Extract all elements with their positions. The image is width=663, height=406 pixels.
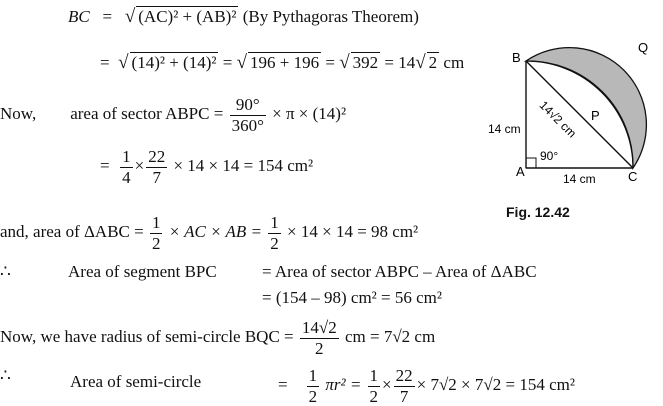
sector-tail: × π × (14)²: [272, 103, 347, 123]
line-bc: BC = √ (AC)² + (AB)² (By Pythagoras Theorem): [68, 6, 419, 27]
pythagoras-note: (By Pythagoras Theorem): [242, 7, 419, 26]
label-a: A: [516, 164, 525, 179]
frac-num: 1: [151, 213, 161, 232]
line-triangle: [0, 213, 418, 253]
semi-rhs: = $\frac{1}{2}$ πr² = $\frac{1}{2}$ × $\frac{22}{7}$ × 7√2 × 7√2 = 154 cm²: [278, 366, 575, 406]
frac-den: 2: [308, 386, 318, 406]
frac-num: 1: [270, 213, 279, 232]
bc-unit: cm: [443, 53, 465, 72]
triangle-label: and, area of ΔABC =: [0, 221, 144, 241]
frac-den: 7: [152, 167, 161, 187]
bc-radicand: (AC)² + (AB)²: [138, 7, 237, 26]
frac-den: 4: [122, 167, 131, 187]
line-semicircle: [0, 366, 11, 386]
frac-den: 2: [270, 233, 279, 253]
radicand-3: 392: [352, 53, 379, 72]
therefore-symbol: ∴: [0, 262, 11, 281]
right-angle-mark: [526, 158, 536, 168]
radius-tail: cm = 7√2 cm: [344, 326, 436, 346]
fraction-half: [150, 213, 163, 253]
frac-den: 2: [315, 338, 324, 358]
sector-label: area of sector ABPC =: [70, 103, 224, 123]
frac-num: 22: [148, 147, 166, 166]
fraction-90-360: [230, 95, 266, 135]
label-hypotenuse: 14√2 cm: [536, 98, 580, 141]
segment-label-wrap: [68, 262, 217, 282]
segment-label: Area of segment BPC: [68, 262, 217, 281]
line-sector: [0, 95, 346, 135]
frac-den: 360°: [231, 115, 264, 135]
radicand-1: (14)² + (14)²: [131, 53, 217, 72]
sector-result: × 14 × 14 = 154 cm²: [173, 155, 314, 175]
therefore-symbol: ∴: [0, 366, 11, 385]
segment-rhs-wrap: [262, 262, 537, 282]
triangle-result: × 14 × 14 = 98 cm²: [287, 221, 419, 241]
fraction-radius: [300, 318, 339, 358]
line-bc-value: = √ (14)² + (14)² = √ 196 + 196 = √ 392 = 14√ 2 cm: [100, 52, 465, 73]
label-angle: 90°: [540, 149, 559, 163]
frac-num: 22: [395, 366, 413, 385]
triangle-mid: × AC × AB =: [168, 221, 263, 241]
equals: =: [102, 7, 113, 26]
radicand-2: 196 + 196: [250, 53, 320, 72]
segment-result-wrap: [262, 288, 442, 308]
segment-result: = (154 – 98) cm² = 56 cm²: [262, 288, 442, 307]
semi-label-wrap: [70, 372, 201, 392]
bc-symbol: BC: [68, 7, 90, 26]
frac-num: 1: [369, 366, 379, 385]
line-sector-value: = $\frac{1}{4}$ × $\frac{22}{7}$ × 14 × 14 = 154 cm²: [100, 147, 314, 187]
frac-num: 1: [122, 147, 131, 166]
fraction-pi-2: [394, 366, 415, 406]
label-c: C: [628, 169, 638, 184]
label-side-ac: 14 cm: [563, 172, 596, 186]
frac-num: 1: [308, 366, 318, 385]
frac-den: 7: [399, 386, 409, 406]
line-radius: [0, 318, 435, 358]
figure-caption: Fig. 12.42: [506, 204, 570, 220]
label-side-ab: 14 cm: [488, 122, 521, 136]
segment-rhs: = Area of sector ABPC – Area of ΔABC: [262, 262, 537, 281]
bc-root: 2: [428, 53, 438, 72]
fraction-pi: [146, 147, 167, 187]
label-p: P: [591, 108, 600, 123]
frac-den: 2: [151, 233, 161, 253]
line-segment: [0, 262, 11, 282]
semi-mid: πr² =: [325, 374, 362, 394]
semi-label: Area of semi-circle: [70, 372, 202, 391]
radius-label: Now, we have radius of semi-circle BQC =: [0, 326, 294, 346]
equals: =: [278, 374, 288, 394]
frac-num: 90°: [230, 95, 266, 116]
frac-num: 14√2: [301, 318, 337, 337]
bc-coefficient: = 14: [384, 53, 416, 72]
label-q: Q: [638, 40, 649, 55]
frac-den: 2: [369, 386, 379, 406]
fraction-quarter: [120, 147, 133, 187]
now-label: Now,: [0, 103, 37, 123]
fraction-half-3: [307, 366, 320, 406]
fraction-half-2: [268, 213, 281, 253]
fraction-half-4: [368, 366, 381, 406]
semi-tail: × 7√2 × 7√2 = 154 cm²: [416, 374, 575, 394]
geometry-figure: [488, 8, 658, 208]
label-b: B: [512, 50, 521, 65]
